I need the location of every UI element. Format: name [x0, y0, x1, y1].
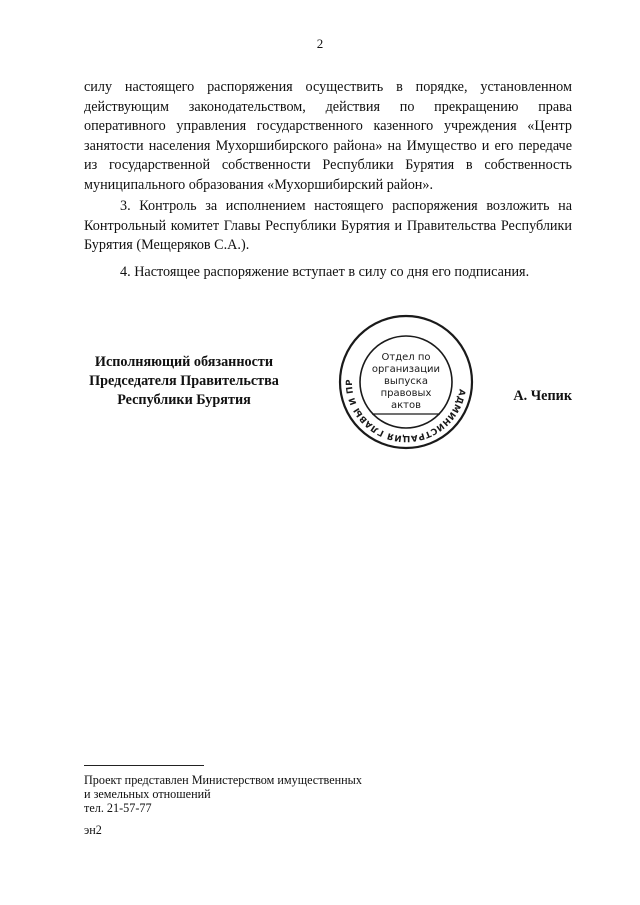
stamp-ring-text: АДМИНИСТРАЦИЯ ГЛАВЫ И ПР	[344, 379, 467, 444]
signatory-title-line: Председателя Правительства	[89, 373, 279, 389]
paragraph-control-clause: 3. Контроль за исполнением настоящего распоряжения возложить на Контрольный комитет Главы Республики Бурятия и Правительства Республики Бурятия (Мещеряков С.А.).	[84, 198, 572, 254]
signatory-title-line: Исполняющий обязанности	[94, 354, 274, 370]
stamp-line: актов	[390, 400, 422, 411]
signatory-title	[84, 353, 284, 410]
stamp-line: выпуска	[384, 376, 428, 387]
footnote-line: тел. 21-57-77	[84, 801, 152, 815]
stamp-line: Отдел по	[381, 352, 431, 363]
footnote	[84, 773, 504, 815]
paragraph-effective-clause: 4. Настоящее распоряжение вступает в силу со дня его подписания.	[120, 264, 530, 280]
paragraph-continuation: силу настоящего распоряжения осуществить в порядке, установленном действующим законодательством, действия по прекращению права оперативного управления государственного казенного учреждения «Центр занятости населения Мухоршибирского района» на Имущество и его передаче из государственной собственности Республики Бурятия в собственность муниципального образования «Мухоршибирский район».	[84, 79, 572, 193]
footnote-line: Проект представлен Министерством имущественных	[84, 773, 362, 787]
footnote-separator	[84, 765, 204, 766]
footnote-line: и земельных отношений	[84, 787, 211, 801]
page-number: 2	[316, 36, 324, 51]
signatory-name: А. Чепик	[513, 388, 572, 404]
official-seal-stamp	[336, 312, 476, 452]
signatory-title-line: Республики Бурятия	[117, 392, 251, 408]
document-code-mark: эн2	[84, 823, 102, 837]
stamp-line: организации	[371, 364, 441, 375]
stamp-line: правовых	[380, 388, 432, 399]
